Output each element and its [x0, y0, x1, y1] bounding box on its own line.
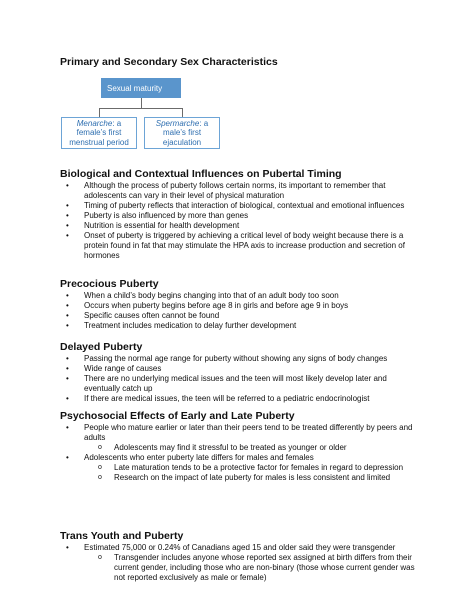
section-heading-delayed: Delayed Puberty: [60, 341, 143, 353]
psychosocial-list: [60, 423, 422, 483]
list-item: • If there are medical issues, the teen will be referred to a pediatric endocrinologist: [60, 394, 422, 404]
list-item: • Adolescents who enter puberty late differs for males and females: [60, 453, 422, 463]
spermarche-definition: : a male’s first ejaculation: [162, 118, 209, 147]
biological-list: [60, 181, 422, 261]
list-item: • Nutrition is essential for health development: [60, 221, 422, 231]
sub-list-item: o Adolescents may find it stressful to be treated as younger or older: [60, 443, 422, 453]
list-item: • Although the process of puberty follows certain norms, its important to remember that adolescents can vary in their level of physical maturation: [60, 181, 422, 201]
list-item: • Passing the normal age range for puberty without showing any signs of body changes: [60, 354, 422, 364]
connector-left-drop: [99, 108, 100, 117]
list-item: • Timing of puberty reflects that interaction of biological, contextual and emotional influences: [60, 201, 422, 211]
sub-list-item: o Transgender includes anyone whose reported sex assigned at birth differs from their current gender, including those who are non-binary (those whose current gender was not reported exclusively as male or female): [60, 553, 422, 583]
menarche-term: Menarche: [76, 118, 113, 128]
diagram-spermarche-box: [144, 117, 220, 149]
diagram-root-box: [101, 78, 181, 98]
precocious-list: [60, 291, 422, 331]
sub-list-item: o Research on the impact of late puberty for males is less consistent and limited: [60, 473, 422, 483]
menarche-definition: : a female’s first menstrual period: [69, 118, 129, 147]
diagram-root-label: Sexual maturity: [107, 83, 163, 93]
list-item: • Wide range of causes: [60, 364, 422, 374]
section-heading-trans: Trans Youth and Puberty: [60, 530, 184, 542]
sub-list-item: o Late maturation tends to be a protective factor for females in regard to depression: [60, 463, 422, 473]
section-heading-psychosocial: Psychosocial Effects of Early and Late Puberty: [60, 410, 295, 422]
list-item: • Onset of puberty is triggered by achieving a critical level of body weight because there is a protein found in fat that may stimulate the HPA axis to increase production and secretion of hormones: [60, 231, 422, 261]
section-heading-biological: Biological and Contextual Influences on Pubertal Timing: [60, 168, 342, 180]
list-item: • When a child’s body begins changing into that of an adult body too soon: [60, 291, 422, 301]
spermarche-term: Spermarche: [155, 118, 200, 128]
list-item: • Occurs when puberty begins before age 8 in girls and before age 9 in boys: [60, 301, 422, 311]
connector-vertical: [141, 98, 142, 108]
section-heading-precocious: Precocious Puberty: [60, 278, 159, 290]
list-item: • There are no underlying medical issues and the teen will most likely develop later and eventually catch up: [60, 374, 422, 394]
list-item: • Specific causes often cannot be found: [60, 311, 422, 321]
connector-right-drop: [182, 108, 183, 117]
connector-horizontal: [99, 108, 183, 109]
list-item: • Treatment includes medication to delay further development: [60, 321, 422, 331]
trans-list: [60, 543, 422, 583]
delayed-list: [60, 354, 422, 404]
list-item: • People who mature earlier or later than their peers tend to be treated differently by peers and adults: [60, 423, 422, 443]
page-title: Primary and Secondary Sex Characteristics: [60, 56, 278, 68]
list-item: • Puberty is also influenced by more than genes: [60, 211, 422, 221]
diagram-menarche-box: [61, 117, 137, 149]
list-item: • Estimated 75,000 or 0.24% of Canadians aged 15 and older said they were transgender: [60, 543, 422, 553]
